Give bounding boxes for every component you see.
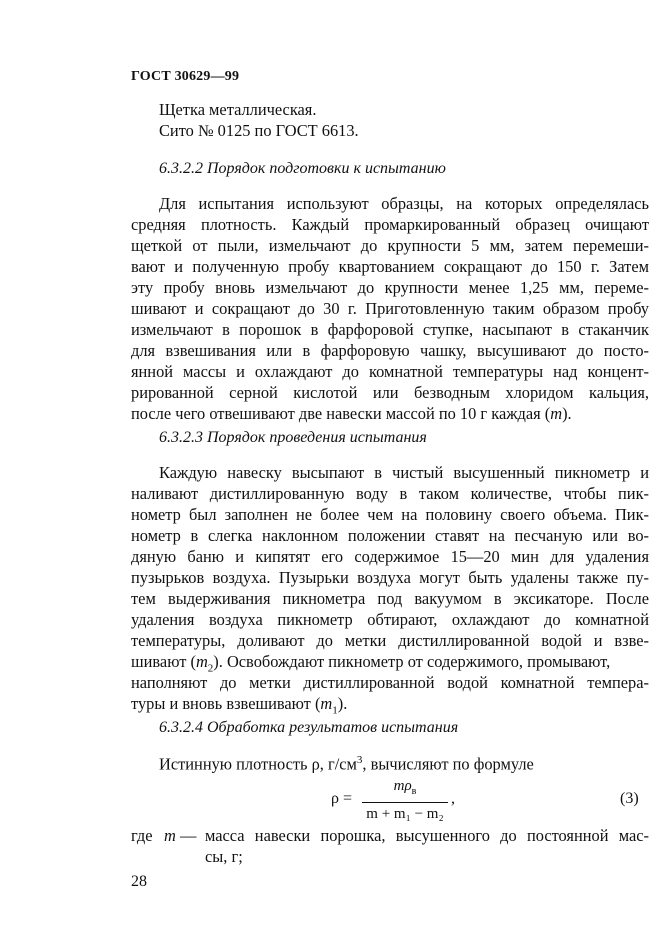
formula-lhs: ρ = — [331, 790, 353, 807]
fraction-bar — [362, 802, 448, 803]
where-text-line1: масса навески порошка, высушенного до постоянной мас- — [205, 826, 649, 845]
where-label: где — [131, 826, 153, 845]
paragraph-line: янной массы и охлаждают до комнатной температуры над концент- — [131, 362, 649, 381]
paragraph-line: после чего отвешивают две навески массой по 10 г каждая (m). — [131, 404, 572, 423]
where-variable: m — [164, 826, 176, 845]
paragraph-line: тем выдерживания пикнометра под вакуумом в эксикаторе. После — [131, 589, 649, 608]
equipment-item-sieve: Сито № 0125 по ГОСТ 6613. — [159, 121, 359, 140]
where-text-line2: сы, г; — [205, 847, 243, 866]
paragraph-line: щеткой от пыли, измельчают до крупности 5 мм, затем перемеши- — [131, 236, 649, 255]
paragraph-line: пузырьков воздуха. Пузырьки воздуха могут быть удалены также пу- — [131, 568, 649, 587]
paragraph-line: шивают и сокращают до 30 г. Приготовленную таким образом пробу — [131, 299, 649, 318]
section-heading-results: 6.3.2.4 Обработка результатов испытания — [159, 719, 459, 736]
page-number: 28 — [131, 873, 147, 890]
paragraph-line: наполняют до метки дистиллированной водой комнатной темпера- — [131, 673, 649, 692]
paragraph-line: Для испытания используют образцы, на которых определялась — [159, 194, 649, 213]
formula-intro: Истинную плотность ρ, $г/см^3$, вычисляют по формуле — [159, 754, 534, 774]
section-heading-preparation: 6.3.2.2 Порядок подготовки к испытанию — [159, 160, 446, 177]
formula-comma: , — [451, 790, 455, 807]
paragraph-line: туры и вновь взвешивают $(m_1)$. — [131, 694, 348, 717]
variable-m: m — [320, 694, 333, 713]
paragraph-line: Каждую навеску высыпают в чистый высушенный пикнометр и — [159, 463, 649, 482]
document-header: ГОСТ 30629—99 — [131, 69, 240, 84]
formula-number: (3) — [620, 790, 639, 807]
paragraph-line: средняя плотность. Каждый промаркированный образец очищают — [131, 215, 649, 234]
paragraph-line: удаления воздуха пикнометр обтирают, охлаждают до комнатной — [131, 610, 649, 629]
where-dash: — — [180, 826, 197, 845]
paragraph-line: рированной серной кислотой или безводным хлоридом кальция, — [131, 383, 649, 402]
variable-m: m — [195, 652, 208, 671]
paragraph-line: шивают $(m_2)$. Освобождают пикнометр от содержимого, промывают, — [131, 652, 611, 675]
paragraph-line: для взвешивания или в фарфоровую чашку, высушивают до посто- — [131, 341, 649, 360]
formula-numerator: $m\rho_в$ — [393, 778, 417, 797]
formula-fraction — [362, 777, 448, 823]
variable-m: m — [550, 404, 563, 423]
paragraph-line: вают и полученную пробу квартованием сокращают до 150 г. Затем — [131, 257, 649, 276]
paragraph-line: нометр был заполнен не более чем на половину своего объема. Пик- — [131, 505, 649, 524]
paragraph-line: нометр в слегка наклонном положении ставят на песчаную или во- — [131, 526, 649, 545]
paragraph-line: измельчают в порошок в фарфоровой ступке, насыпают в стаканчик — [131, 320, 649, 339]
paragraph-line: дяную баню и кипятят его содержимое 15—20 мин для удаления — [131, 547, 649, 566]
section-heading-procedure: 6.3.2.3 Порядок проведения испытания — [159, 429, 427, 446]
formula-denominator: m + m₁ − m₂ — [366, 806, 444, 822]
paragraph-line: эту пробу вновь измельчают до крупности менее 1,25 мм, переме- — [131, 278, 649, 297]
equipment-item-brush: Щетка металлическая. — [159, 100, 317, 119]
paragraph-line: температуры, доливают до метки дистиллированной водой и взве- — [131, 631, 649, 650]
paragraph-line: наливают дистиллированную воду в таком количестве, чтобы пик- — [131, 484, 649, 503]
